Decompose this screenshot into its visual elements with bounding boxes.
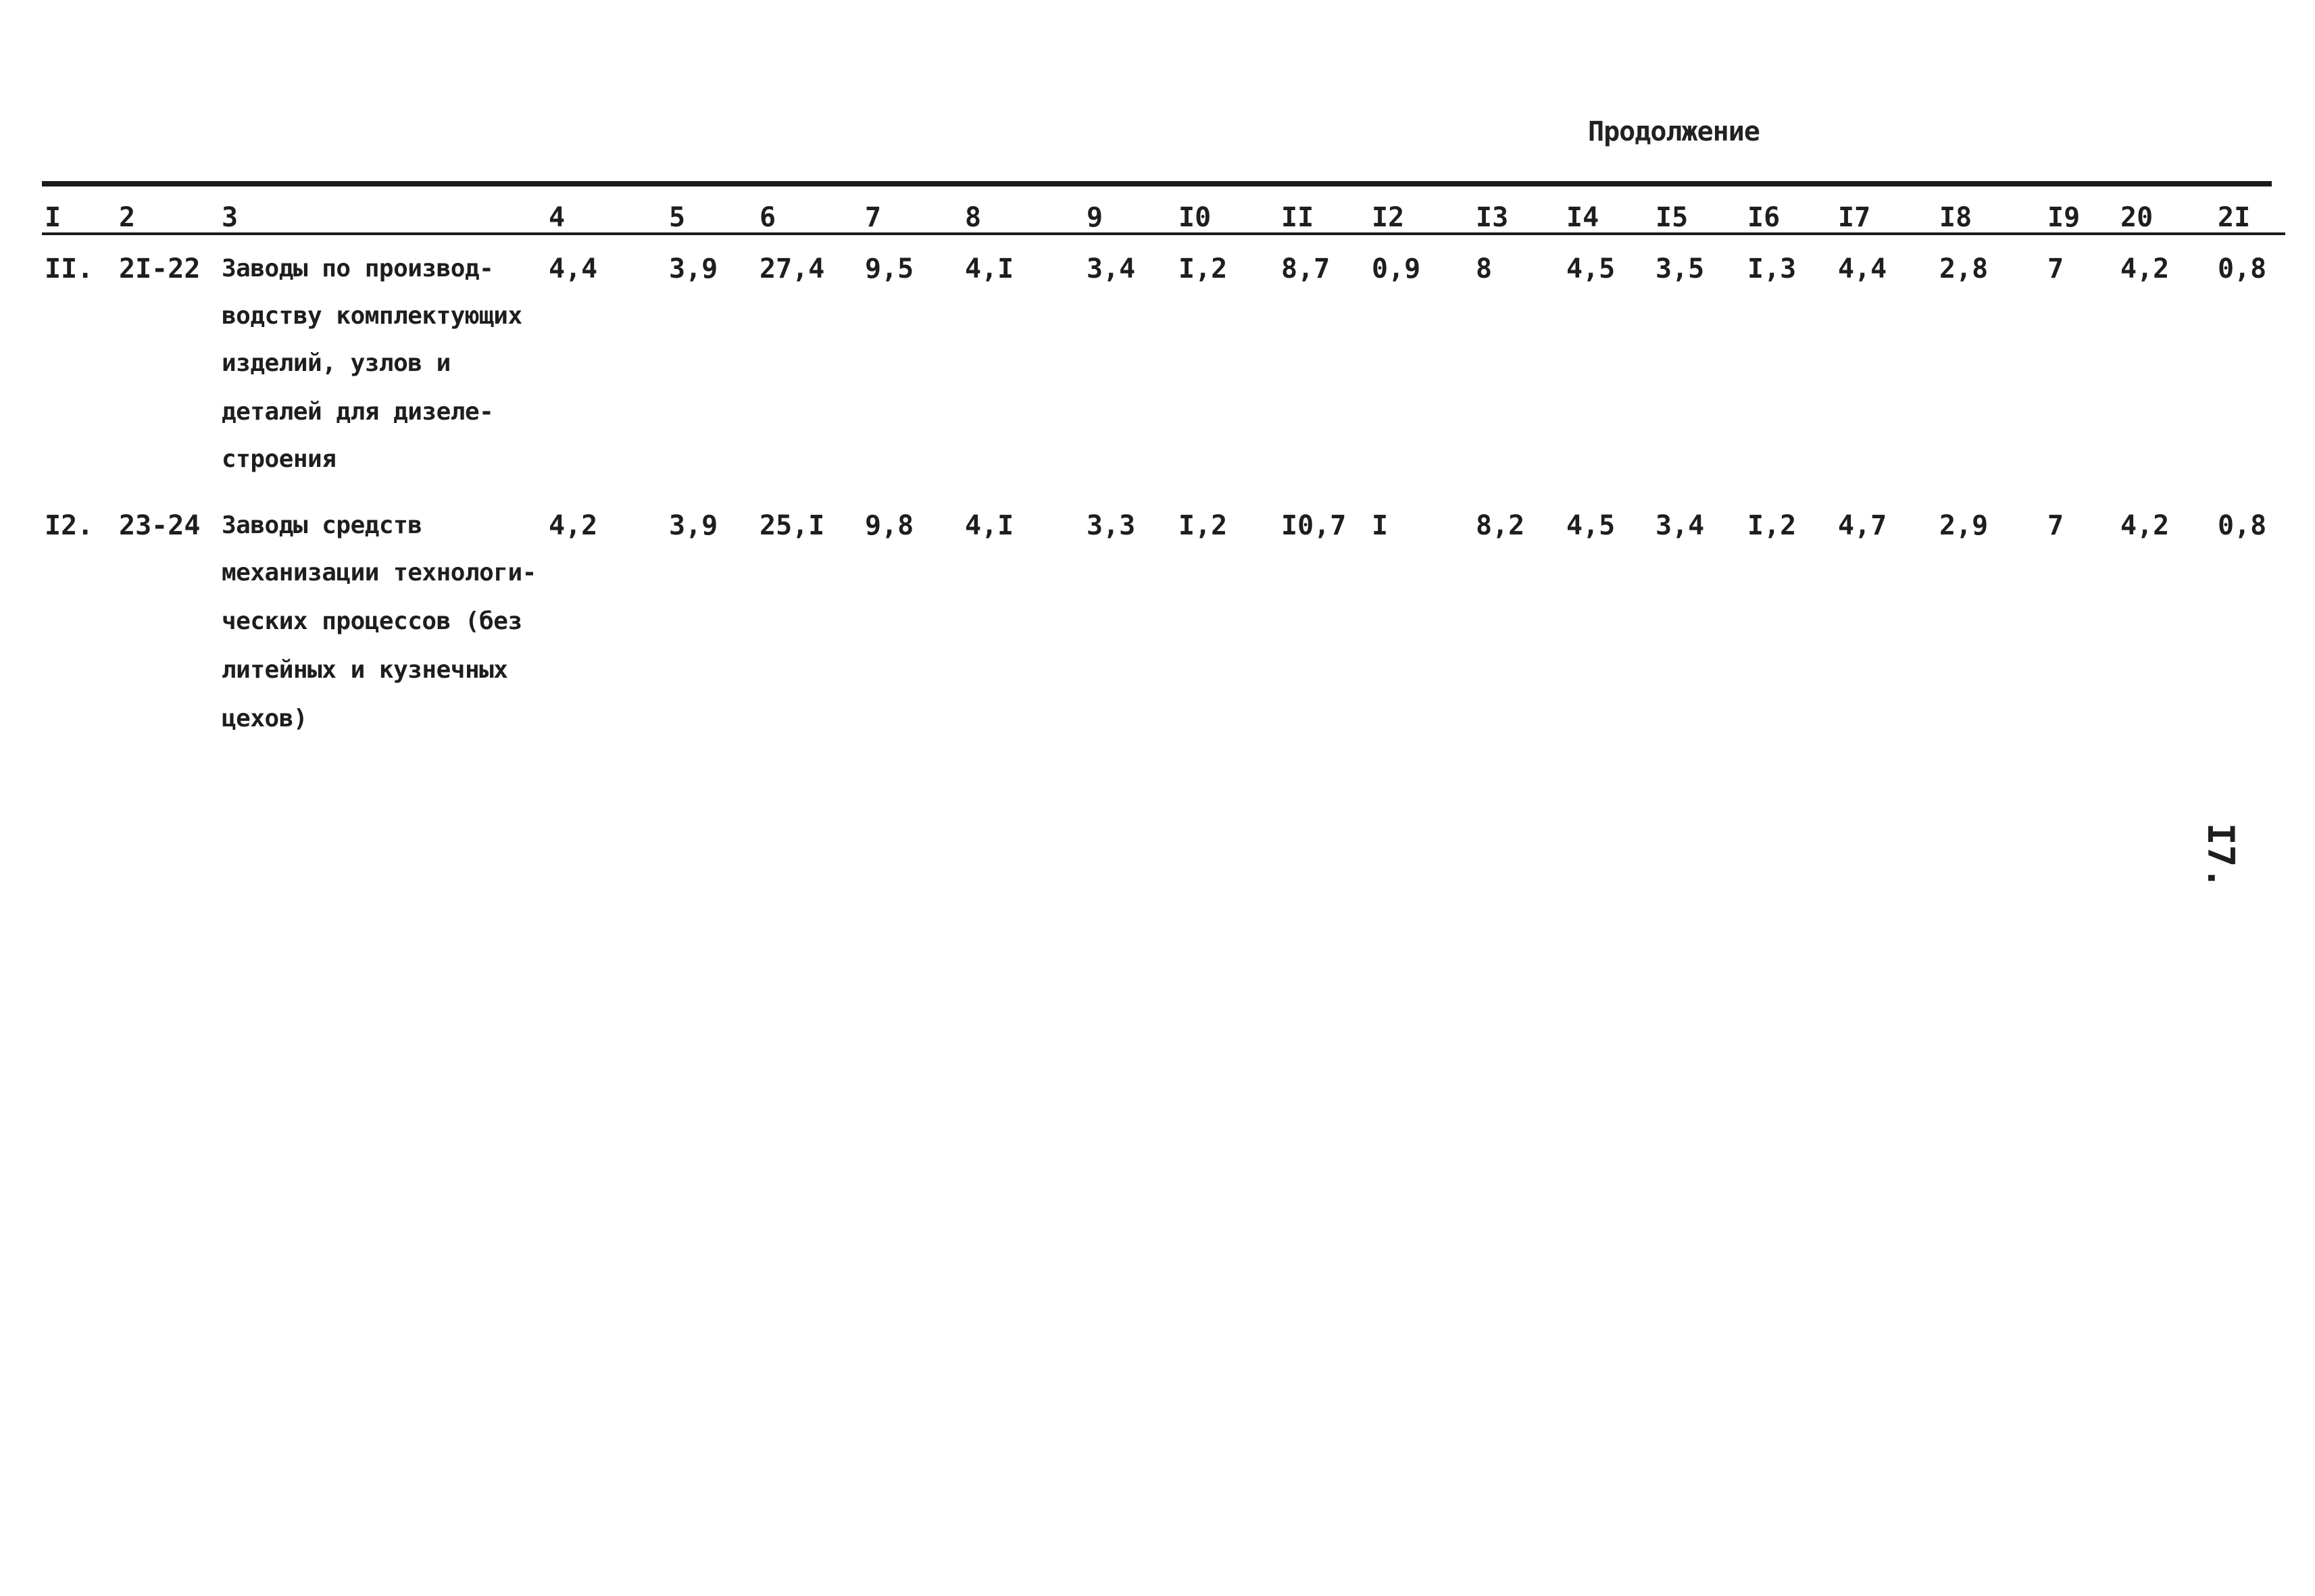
header-cell-15: I5: [1656, 202, 1689, 233]
description-line: Заводы средств: [222, 512, 422, 539]
description-line: строения: [222, 445, 337, 473]
value-cell-col14: 4,5: [1566, 510, 1616, 541]
value-cell-col15: 3,4: [1656, 510, 1705, 541]
header-cell-1: I: [45, 202, 61, 233]
row-number: I2.: [45, 510, 94, 541]
value-cell-col12: 0,9: [1372, 253, 1421, 284]
value-cell-col4: 4,4: [549, 253, 598, 284]
header-cell-14: I4: [1566, 202, 1599, 233]
header-cell-3: 3: [222, 202, 239, 233]
value-cell-col21: 0,8: [2218, 253, 2267, 284]
header-cell-4: 4: [549, 202, 566, 233]
value-cell-col10: I,2: [1178, 253, 1228, 284]
description-line: водству комплектующих: [222, 302, 522, 330]
header-cell-8: 8: [965, 202, 982, 233]
header-cell-21: 2I: [2218, 202, 2251, 233]
header-cell-7: 7: [865, 202, 882, 233]
value-cell-col19: 7: [2047, 253, 2064, 284]
header-cell-10: I0: [1178, 202, 1212, 233]
value-cell-col9: 3,3: [1087, 510, 1136, 541]
value-cell-col5: 3,9: [669, 510, 718, 541]
value-cell-col20: 4,2: [2120, 253, 2170, 284]
value-cell-col19: 7: [2047, 510, 2064, 541]
value-cell-col7: 9,5: [865, 253, 914, 284]
value-cell-col15: 3,5: [1656, 253, 1705, 284]
value-cell-col12: I: [1372, 510, 1389, 541]
value-cell-col10: I,2: [1178, 510, 1228, 541]
value-cell-col17: 4,4: [1838, 253, 1887, 284]
value-cell-col18: 2,8: [1939, 253, 1989, 284]
value-cell-col4: 4,2: [549, 510, 598, 541]
table-header-rule: [42, 232, 2285, 235]
value-cell-col11: 8,7: [1281, 253, 1330, 284]
header-cell-11: II: [1281, 202, 1314, 233]
description-line: изделий, узлов и: [222, 349, 451, 377]
header-cell-16: I6: [1747, 202, 1781, 233]
row-code: 2I-22: [119, 253, 201, 284]
header-cell-9: 9: [1087, 202, 1103, 233]
header-cell-2: 2: [119, 202, 136, 233]
value-cell-col16: I,2: [1747, 510, 1797, 541]
value-cell-col13: 8: [1476, 253, 1493, 284]
header-cell-17: I7: [1838, 202, 1871, 233]
header-cell-6: 6: [760, 202, 776, 233]
description-line: литейных и кузнечных: [222, 656, 508, 684]
value-cell-col8: 4,I: [965, 510, 1014, 541]
header-cell-20: 20: [2120, 202, 2154, 233]
continuation-label: Продолжение: [1588, 116, 1760, 147]
value-cell-col21: 0,8: [2218, 510, 2267, 541]
description-line: деталей для дизеле-: [222, 398, 494, 426]
row-code: 23-24: [119, 510, 201, 541]
description-line: механизации технологи-: [222, 559, 537, 587]
header-cell-5: 5: [669, 202, 686, 233]
value-cell-col11: I0,7: [1281, 510, 1347, 541]
table-top-rule: [42, 181, 2272, 186]
value-cell-col14: 4,5: [1566, 253, 1616, 284]
description-line: ческих процессов (без: [222, 607, 522, 635]
value-cell-col8: 4,I: [965, 253, 1014, 284]
value-cell-col6: 27,4: [760, 253, 825, 284]
page-number: I7.: [2199, 823, 2242, 889]
header-cell-19: I9: [2047, 202, 2081, 233]
value-cell-col17: 4,7: [1838, 510, 1887, 541]
value-cell-col20: 4,2: [2120, 510, 2170, 541]
description-line: Заводы по производ-: [222, 255, 494, 282]
description-line: цехов): [222, 705, 308, 732]
value-cell-col13: 8,2: [1476, 510, 1525, 541]
row-number: II.: [45, 253, 94, 284]
value-cell-col16: I,3: [1747, 253, 1797, 284]
value-cell-col18: 2,9: [1939, 510, 1989, 541]
value-cell-col5: 3,9: [669, 253, 718, 284]
value-cell-col9: 3,4: [1087, 253, 1136, 284]
header-cell-12: I2: [1372, 202, 1405, 233]
header-cell-13: I3: [1476, 202, 1509, 233]
value-cell-col6: 25,I: [760, 510, 825, 541]
value-cell-col7: 9,8: [865, 510, 914, 541]
header-cell-18: I8: [1939, 202, 1972, 233]
